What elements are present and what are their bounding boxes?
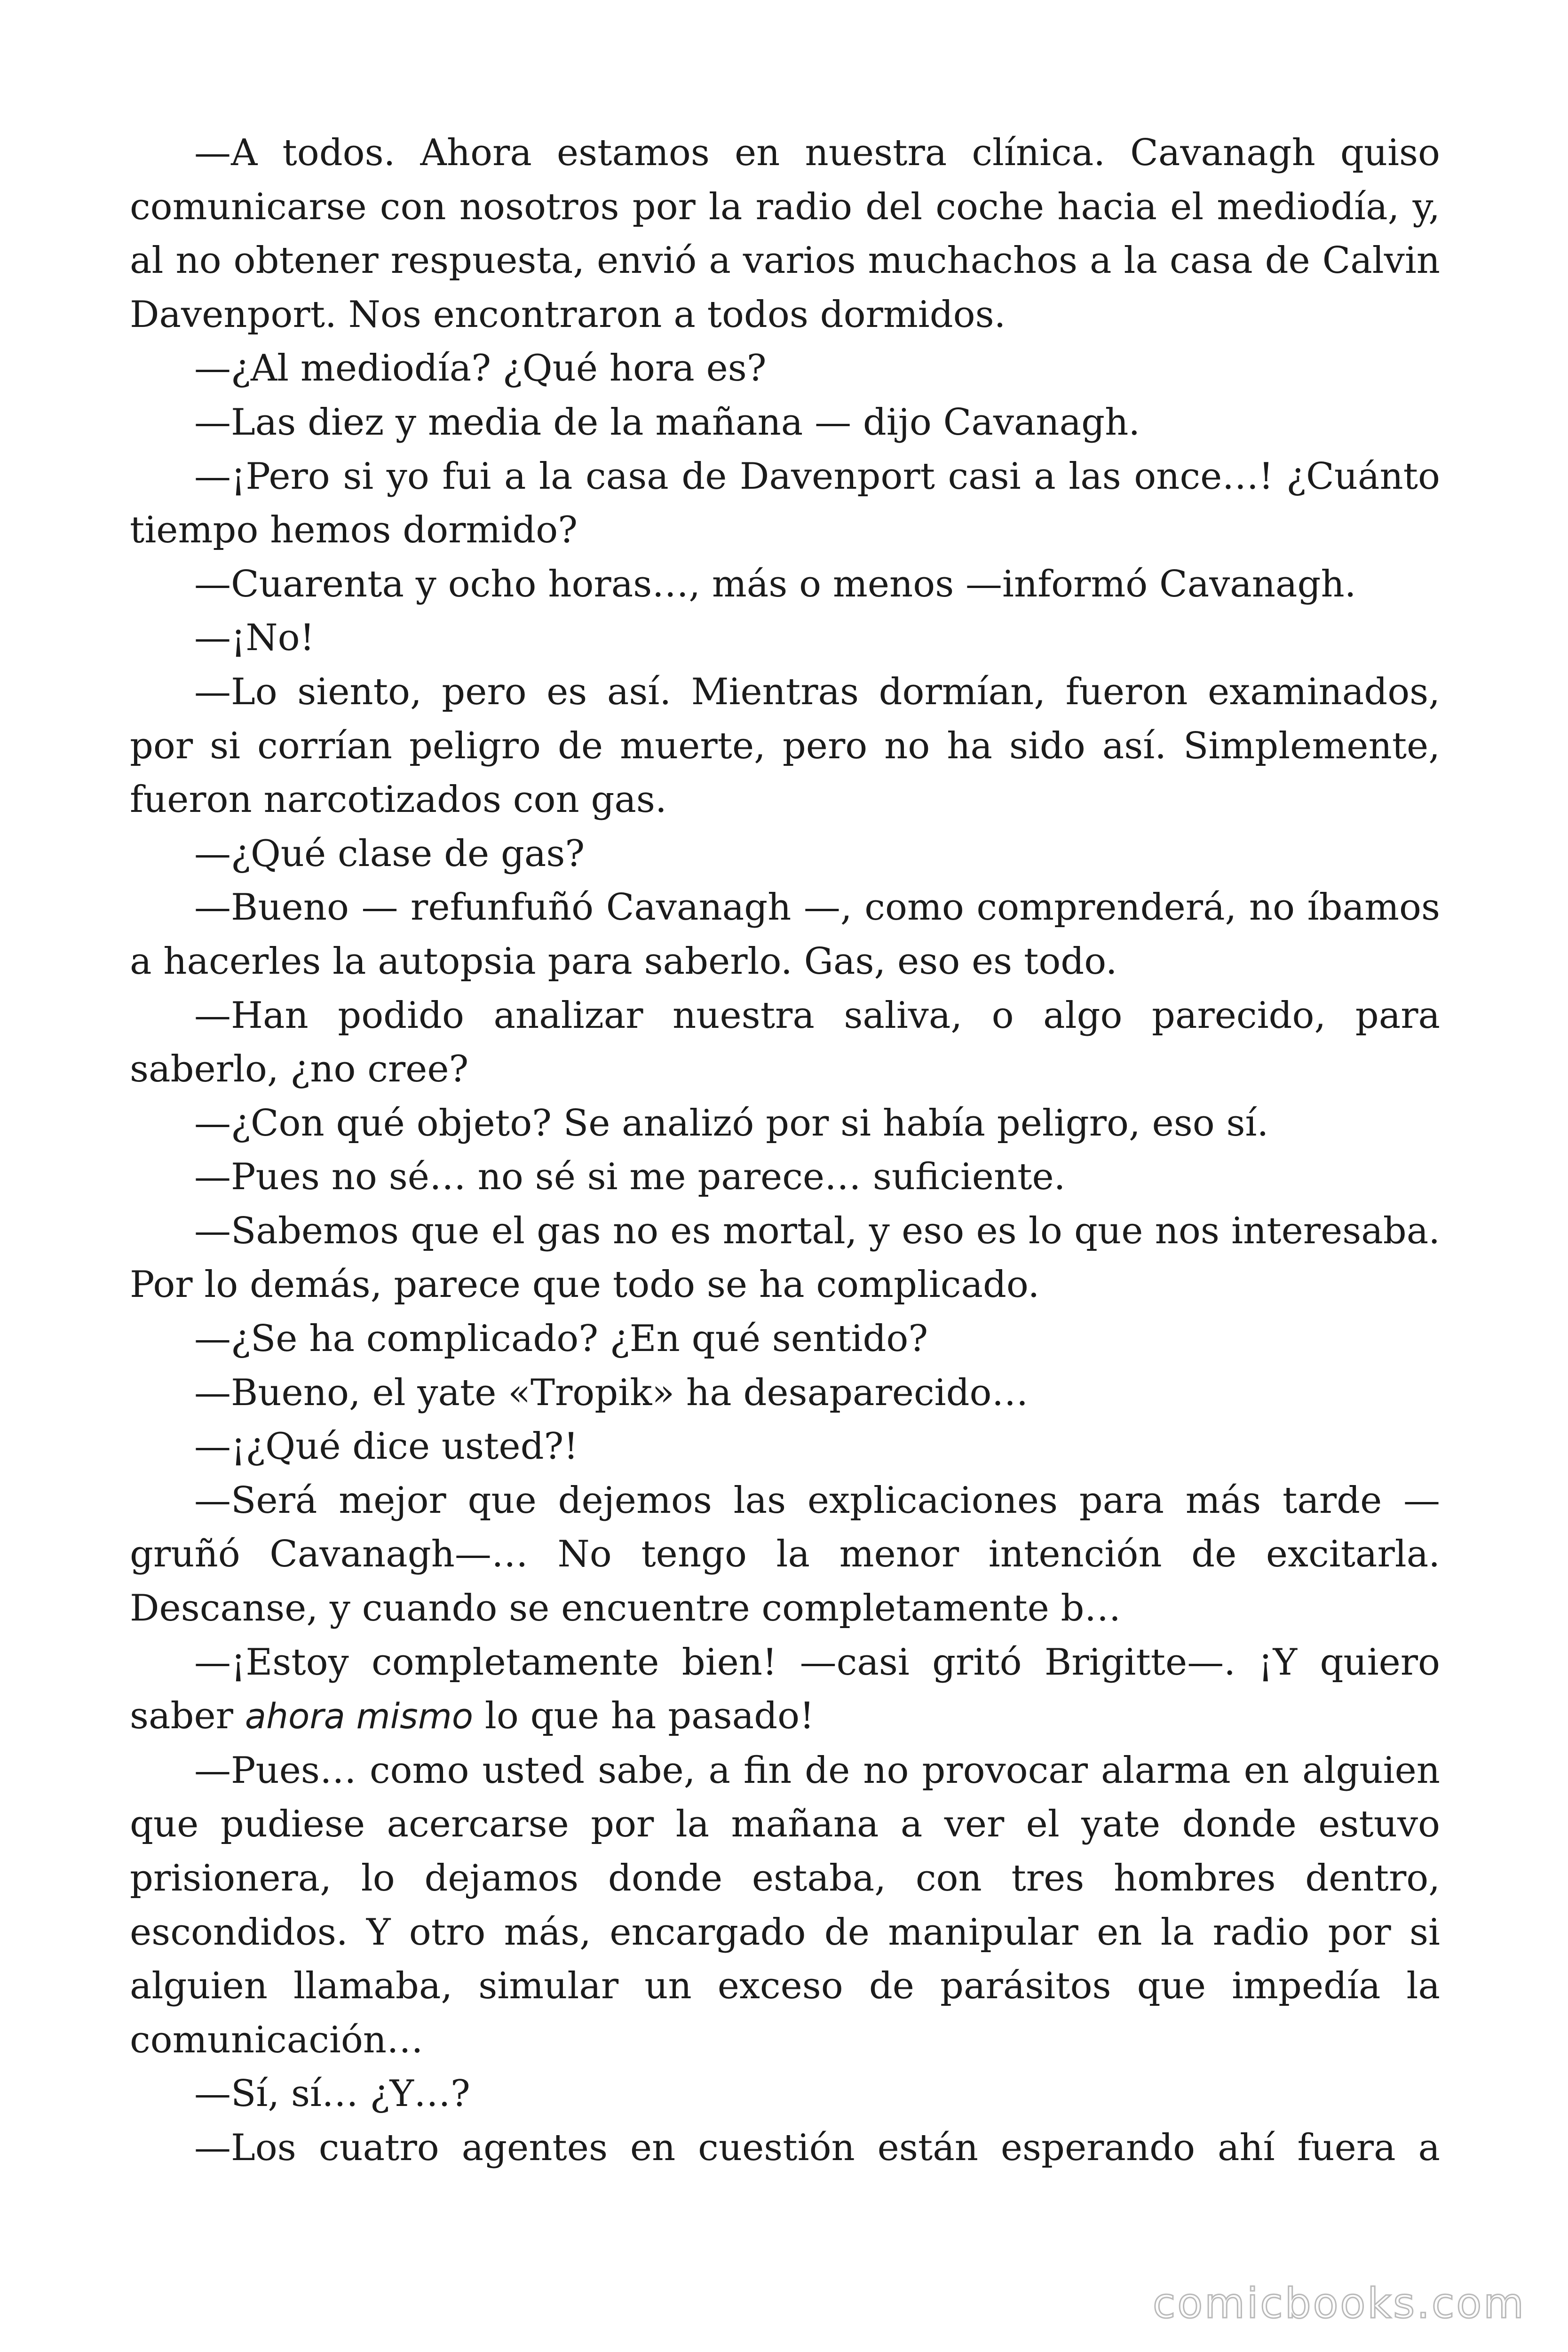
watermark-logo: comicbooks.com — [1152, 2279, 1526, 2328]
paragraph: —¿Con qué objeto? Se analizó por si había peligro, eso sí. — [194, 1102, 1269, 1144]
paragraph: —¡No! — [194, 617, 315, 660]
paragraph: —¡¿Qué dice usted?! — [194, 1425, 578, 1468]
paragraph-text-before: —¡Estoy completamente bien! —casi gritó Brigitte—. ¡Y quiero saber — [130, 1641, 1440, 1738]
paragraph: —Será mejor que dejemos las explicaciones para más tarde — gruñó Cavanagh—… No tengo la menor intención de excitarla. Descanse, y cuando se encuentre completamente b… — [130, 1479, 1440, 1630]
paragraph: —A todos. Ahora estamos en nuestra clínica. Cavanagh quiso comunicarse con nosotros por la radio del coche hacia el mediodía, y, al no obtener respuesta, envió a varios muchachos a la casa de Calvin Davenport. Nos encontraron a todos dormidos. — [130, 132, 1440, 336]
page-body-text — [130, 126, 1440, 2175]
paragraph: —Cuarenta y ocho horas…, más o menos —informó Cavanagh. — [194, 563, 1356, 605]
paragraph: —Las diez y media de la mañana — dijo Cavanagh. — [194, 401, 1140, 444]
paragraph: —Bueno — refunfuñó Cavanagh —, como comprenderá, no íbamos a hacerles la autopsia para saberlo. Gas, eso es todo. — [130, 886, 1440, 983]
paragraph: —Sabemos que el gas no es mortal, y eso es lo que nos interesaba. Por lo demás, parece que todo se ha complicado. — [130, 1209, 1440, 1306]
emphasized-text: ahora mismo — [245, 1696, 474, 1737]
paragraph: —Bueno, el yate «Tropik» ha desaparecido… — [194, 1371, 1029, 1414]
paragraph: —Pues… como usted sabe, a fin de no provocar alarma en alguien que pudiese acercarse por la mañana a ver el yate donde estuvo prisionera, lo dejamos donde estaba, con tres hombres dentro, escondidos. Y otro más, encargado de manipular en la radio por si alguien llamaba, simular un exceso de parásitos que impedía la comunicación… — [130, 1749, 1440, 2061]
paragraph: —Lo siento, pero es así. Mientras dormían, fueron examinados, por si corrían peligro de muerte, pero no ha sido así. Simplemente, fueron narcotizados con gas. — [130, 670, 1440, 821]
paragraph: —Han podido analizar nuestra saliva, o algo parecido, para saberlo, ¿no cree? — [130, 994, 1440, 1091]
paragraph-with-emphasis — [130, 1636, 1440, 1744]
paragraph: —¿Se ha complicado? ¿En qué sentido? — [194, 1318, 928, 1360]
paragraph: —Sí, sí… ¿Y…? — [194, 2073, 470, 2115]
paragraph: —Los cuatro agentes en cuestión están esperando ahí fuera a — [194, 2126, 1440, 2169]
paragraph: —¡Pero si yo fui a la casa de Davenport casi a las once…! ¿Cuánto tiempo hemos dormido? — [130, 455, 1440, 552]
paragraph-text-after: lo que ha pasado! — [473, 1695, 815, 1738]
paragraph: —Pues no sé… no sé si me parece… suficiente. — [194, 1156, 1066, 1199]
paragraph: —¿Al mediodía? ¿Qué hora es? — [194, 347, 767, 390]
paragraph: —¿Qué clase de gas? — [194, 832, 585, 875]
